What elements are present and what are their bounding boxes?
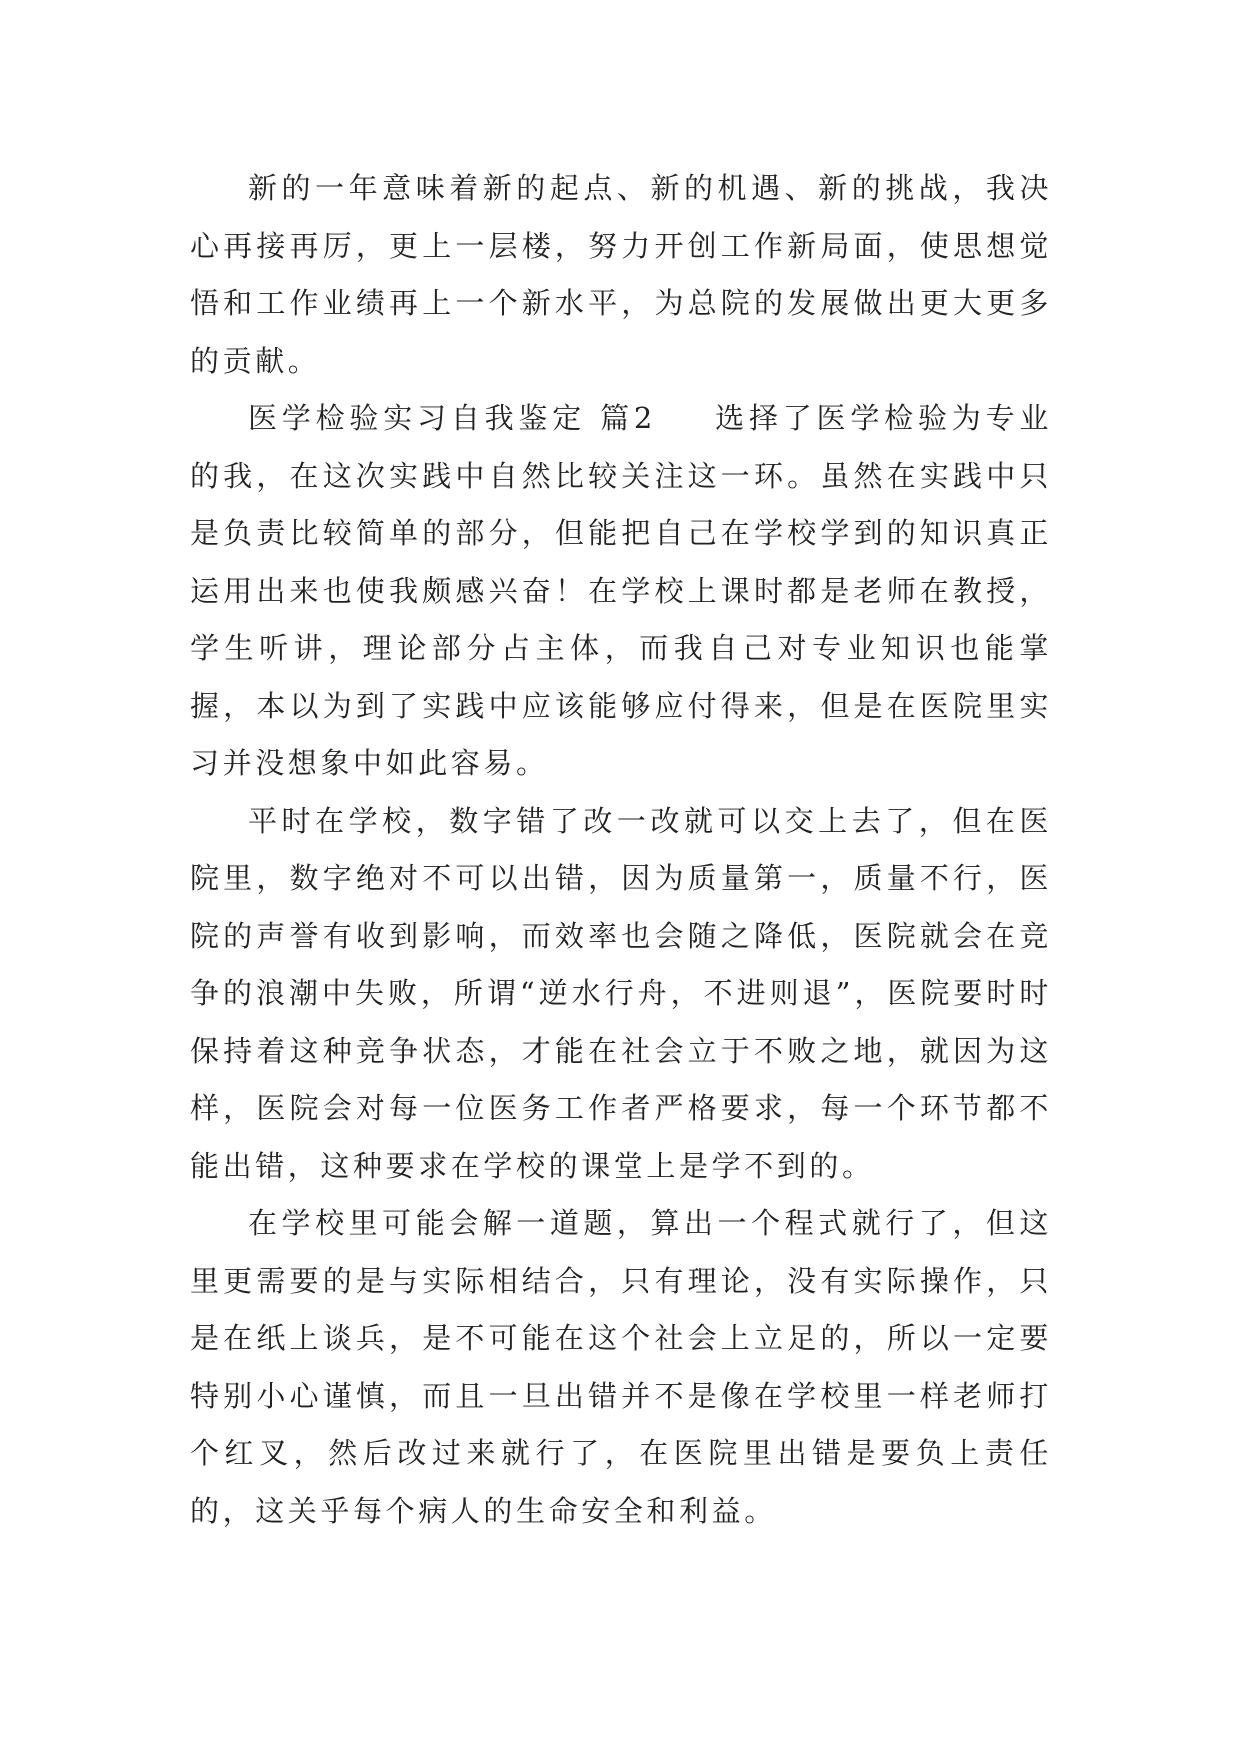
section-body: 选择了医学检验为专业的我，在这次实践中自然比较关注这一环。虽然在实践中只是负责比较简单的部分，但能把自己在学校学到的知识真正运用出来也使我颇感兴奋！在学校上课时都是老师在教授，学生听讲，理论部分占主体，而我自己对专业知识也能掌握，本以为到了实践中应该能够应付得来，但是在医院里实习并没想象中如此容易。 (190, 401, 1052, 780)
section-heading: 医学检验实习自我鉴定 篇2 (248, 401, 656, 435)
paragraph-theory-practice: 在学校里可能会解一道题，算出一个程式就行了，但这里更需要的是与实际相结合，只有理论，没有实际操作，只是在纸上谈兵，是不可能在这个社会上立足的，所以一定要特别小心谨慎，而且一旦出错并不是像在学校里一样老师打个红叉，然后改过来就行了，在医院里出错是要负上责任的，这关乎每个病人的生命安全和利益。 (190, 1206, 1052, 1528)
document-body (190, 160, 1052, 1540)
paragraph-section-2 (190, 390, 1052, 793)
paragraph-new-year: 新的一年意味着新的起点、新的机遇、新的挑战，我决心再接再厉，更上一层楼，努力开创工作新局面，使思想觉悟和工作业绩再上一个新水平，为总院的发展做出更大更多的贡献。 (190, 171, 1052, 378)
paragraph-school-vs-hospital: 平时在学校，数字错了改一改就可以交上去了，但在医院里，数字绝对不可以出错，因为质量第一，质量不行，医院的声誉有收到影响，而效率也会随之降低，医院就会在竞争的浪潮中失败，所谓“逆水行舟，不进则退”，医院要时时保持着这种竞争状态，才能在社会立于不败之地，就因为这样，医院会对每一位医务工作者严格要求，每一个环节都不能出错，这种要求在学校的课堂上是学不到的。 (190, 803, 1052, 1183)
